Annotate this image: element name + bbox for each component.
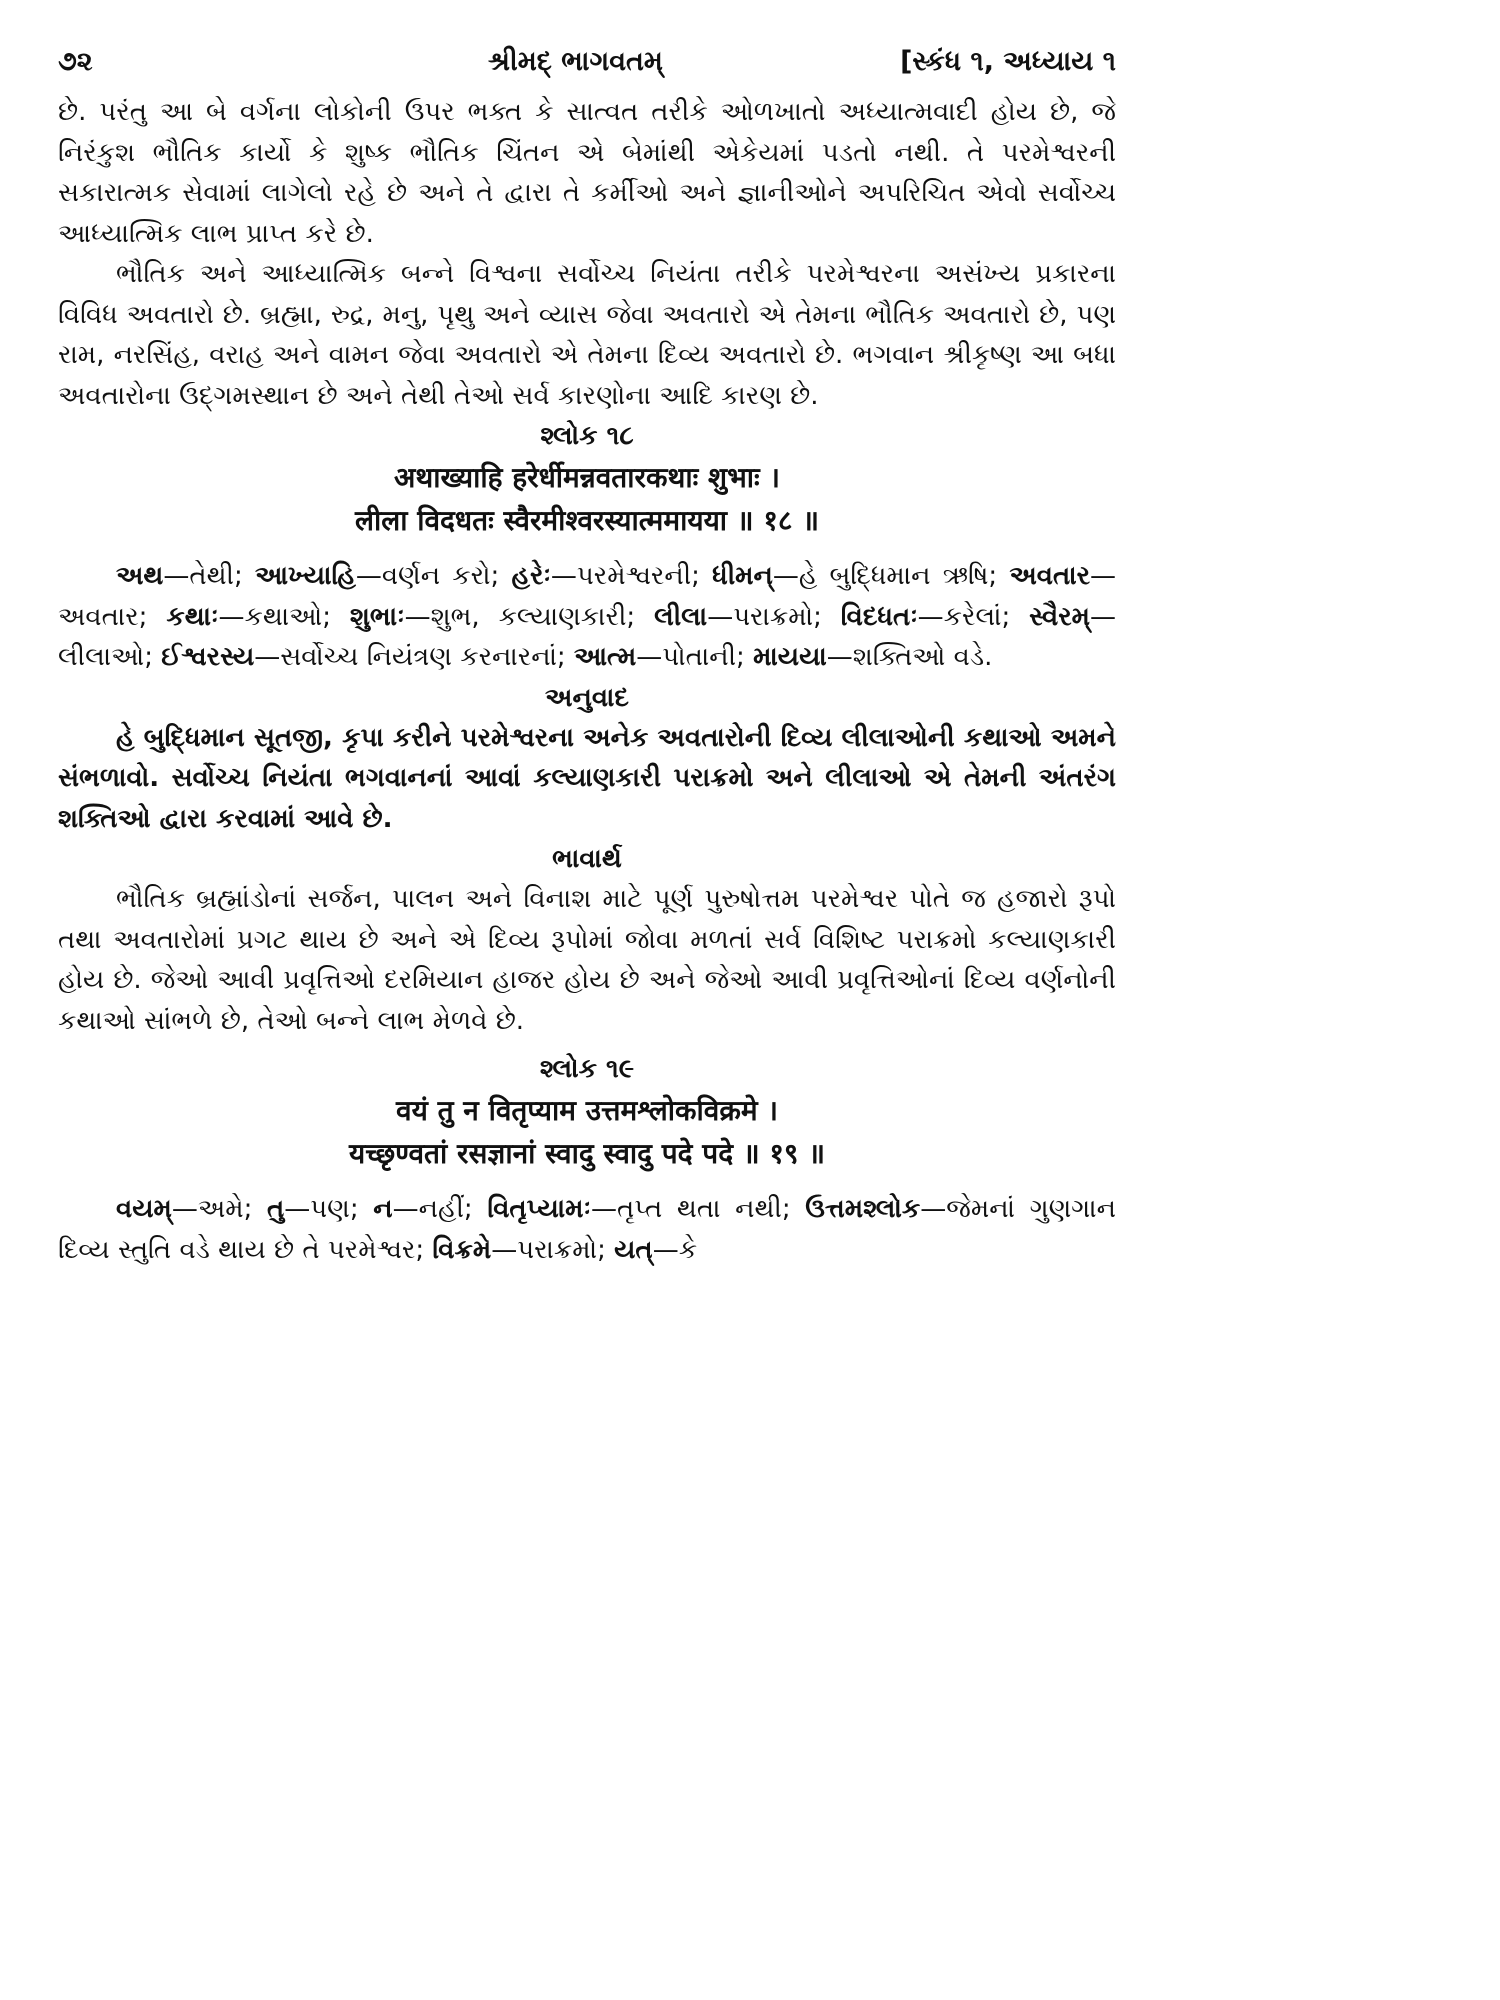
synonym-word: ધીમન્	[712, 561, 773, 591]
synonym-meaning: —પરમેશ્વરની;	[550, 561, 713, 591]
synonym-meaning: —પરાક્રમો;	[491, 1234, 615, 1265]
synonym-meaning: —કે	[652, 1234, 698, 1265]
body-paragraph: ભૌતિક અને આધ્યાત્મિક બન્ને વિશ્વના સર્વોચ્ચ નિયંતા તરીકે પરમેશ્વરના અસંખ્ય પ્રકારના વિવિધ અવતારો છે. બ્રહ્મા, રુદ્ર, મનુ, પૃથુ અને વ્યાસ જેવા અવતારો એ તેમના ભૌતિક અવતારો છે, પણ રામ, નરસિંહ, વરાહ અને વામન જેવા અવતારો એ તેમના દિવ્ય અવતારો છે. ભગવાન શ્રીકૃષ્ણ આ બધા અવતારોના ઉદ્ગમસ્થાન છે અને તેથી તેઓ સર્વ કારણોના આદિ કારણ છે.	[58, 259, 1116, 411]
verse-line: यच्छृण्वतां रसज्ञानां स्वादु स्वादु पदे पदे ॥ १९ ॥	[349, 1137, 825, 1170]
synonym-word: વયમ્	[116, 1194, 172, 1224]
synonym-meaning: —કથાઓ;	[218, 601, 350, 632]
synonym-meaning: —નહીં;	[392, 1194, 488, 1224]
sanskrit-verse	[58, 1089, 1116, 1175]
synonyms-paragraph	[58, 1189, 1116, 1270]
synonym-meaning: —વર્ણન કરો;	[355, 561, 512, 591]
synonym-meaning: —પણ;	[284, 1194, 374, 1224]
synonym-word: કથાઃ	[166, 601, 219, 632]
translation-heading: અનુવાદ	[545, 682, 629, 713]
synonym-meaning: —તેથી;	[163, 561, 255, 591]
synonym-word: શુભાઃ	[349, 601, 405, 632]
synonyms-paragraph	[58, 556, 1116, 678]
synonym-word: અવતાર	[1009, 561, 1091, 591]
synonym-meaning: —કરેલાં;	[917, 601, 1030, 632]
synonym-word: ન	[373, 1194, 393, 1224]
canto-chapter-label: [સ્કંધ ૧, અધ્યાય ૧	[900, 46, 1116, 77]
translation-text: હે બુદ્ધિમાન સૂતજી, કૃપા કરીને પરમેશ્વરના અનેક અવતારોની દિવ્ય લીલાઓની કથાઓ અમને સંભળાવો. સર્વોચ્ચ નિયંતા ભગવાનનાં આવાં કલ્યાણકારી પરાક્રમો અને લીલાઓ એ તેમની અંતરંગ શક્તિઓ દ્વારા કરવામાં આવે છે.	[58, 722, 1116, 834]
synonym-word: વિક્રમે	[432, 1234, 492, 1265]
synonym-word: લીલા	[654, 601, 708, 632]
synonym-meaning: —તૃપ્ત થતા નથી;	[590, 1194, 806, 1224]
synonym-word: માયયા	[753, 642, 827, 672]
synonym-meaning: —અવતાર;	[58, 561, 1117, 632]
synonym-meaning: —પોતાની;	[636, 642, 754, 672]
synonym-word: વિદધતઃ	[840, 601, 918, 632]
body-paragraph: છે. પરંતુ આ બે વર્ગના લોકોની ઉપર ભક્ત કે સાત્વત તરીકે ઓળખાતો અધ્યાત્મવાદી હોય છે, જે નિરંકુશ ભૌતિક કાર્યો કે શુષ્ક ભૌતિક ચિંતન એ બેમાંથી એકેયમાં પડતો નથી. તે પરમેશ્વરની સકારાત્મક સેવામાં લાગેલો રહે છે અને તે દ્વારા તે કર્મીઓ અને જ્ઞાનીઓને અપરિચિત એવો સર્વોચ્ચ આધ્યાત્મિક લાભ પ્રાપ્ત કરે છે.	[58, 97, 1116, 249]
synonym-word: હરેઃ	[511, 561, 551, 591]
synonym-word: આખ્યાહિ	[254, 561, 356, 591]
synonym-word: આત્મ	[573, 642, 637, 672]
sanskrit-verse	[58, 456, 1116, 542]
running-header	[58, 40, 1116, 92]
synonym-meaning: —પરાક્રમો;	[707, 601, 841, 632]
shloka-heading: શ્લોક ૧૯	[539, 1054, 635, 1084]
verse-line: अथाख्याहि हरेर्धीमन्नवतारकथाः शुभाः ।	[393, 461, 781, 494]
synonym-meaning: —હે બુદ્ધિમાન ઋષિ;	[772, 561, 1010, 591]
verse-line: वयं तु न वितृप्याम उत्तमश्लोकविक्रमे ।	[396, 1094, 778, 1127]
synonym-word: તુ	[267, 1194, 285, 1224]
synonym-word: વિતૃપ્યામઃ	[487, 1194, 591, 1224]
synonym-word: ઈશ્વરસ્ય	[161, 642, 255, 672]
shloka-heading: શ્લોક ૧૮	[540, 421, 634, 451]
book-title: શ્રીમદ્ ભાગવતમ્	[488, 46, 663, 77]
verse-line: लीला विदधतः स्वैरमीश्वरस्यात्ममायया ॥ १८ ॥	[355, 504, 819, 537]
synonym-meaning: —શુભ, કલ્યાણકારી;	[404, 601, 655, 632]
synonym-word: સ્વૈરમ્	[1029, 601, 1091, 632]
synonym-word: ઉત્તમશ્લોક	[805, 1194, 921, 1224]
synonym-meaning: —શક્તિઓ વડે.	[826, 642, 993, 672]
synonym-meaning: —અમે;	[171, 1194, 268, 1224]
synonym-meaning: —જેમનાં ગુણગાન દિવ્ય સ્તુતિ વડે થાય છે તે પરમેશ્વર;	[58, 1194, 1116, 1265]
purport-heading: ભાવાર્થ	[552, 844, 622, 874]
synonym-meaning: —સર્વોચ્ચ નિયંત્રણ કરનારનાં;	[254, 642, 574, 672]
synonym-word: અથ	[116, 561, 164, 591]
synonym-meaning: —લીલાઓ;	[58, 601, 1117, 672]
page-number: ૭૨	[58, 46, 93, 77]
purport-text: ભૌતિક બ્રહ્માંડોનાં સર્જન, પાલન અને વિનાશ માટે પૂર્ણ પુરુષોત્તમ પરમેશ્વર પોતે જ હજારો રૂપો તથા અવતારોમાં પ્રગટ થાય છે અને એ દિવ્ય રૂપોમાં જોવા મળતાં સર્વ વિશિષ્ટ પરાક્રમો કલ્યાણકારી હોય છે. જેઓ આવી પ્રવૃત્તિઓ દરમિયાન હાજર હોય છે અને જેઓ આવી પ્રવૃત્તિઓનાં દિવ્ય વર્ણનોની કથાઓ સાંભળે છે, તેઓ બન્ને લાભ મેળવે છે.	[58, 884, 1116, 1036]
synonym-word: યત્	[614, 1234, 653, 1265]
